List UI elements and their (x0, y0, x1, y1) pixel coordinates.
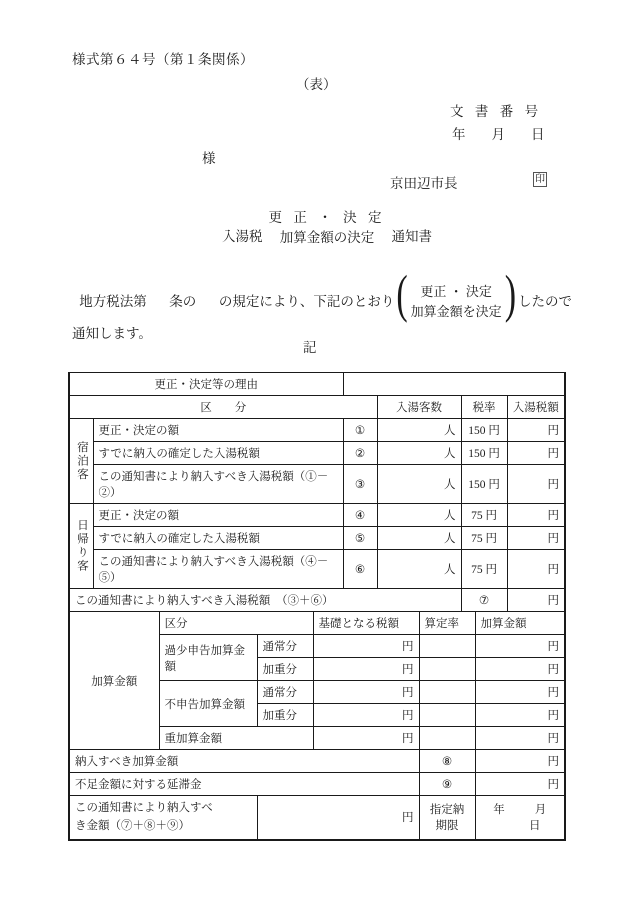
surcharge-table (68, 611, 566, 841)
surcharge-amount[interactable]: 円 (475, 658, 565, 681)
notice-title-option-bottom: 加算金額の決定 (279, 229, 375, 245)
surcharge-col-rate: 算定率 (419, 612, 475, 635)
surcharge-rate[interactable] (419, 681, 475, 704)
surcharge-type-under-report: 過少申告加算金額 (159, 635, 257, 681)
late-fee-number: ⑨ (419, 773, 475, 796)
document-number-label: 文 書 番 号 (450, 104, 543, 119)
issuer-name: 京田辺市長 (390, 176, 458, 191)
body-text-b: 条の (169, 293, 197, 309)
row-number: ⑥ (343, 550, 377, 589)
row-tax[interactable]: 円 (507, 527, 565, 550)
surcharge-base[interactable]: 円 (313, 727, 419, 750)
total-tax-label: この通知書により納入すべき入湯税額 （③＋⑥） (69, 589, 461, 612)
table-row (69, 419, 565, 442)
surcharge-amount[interactable]: 円 (475, 681, 565, 704)
surcharge-sub-normal: 通常分 (257, 681, 313, 704)
payable-surcharge-label: 納入すべき加算金額 (69, 750, 419, 773)
surcharge-col-base: 基礎となる税額 (313, 612, 419, 635)
body-option-bracket (395, 266, 517, 324)
payable-surcharge-number: ⑧ (419, 750, 475, 773)
surcharge-col-kubun: 区分 (159, 612, 313, 635)
document-date (452, 123, 545, 143)
body-line-1 (72, 266, 573, 324)
row-rate: 75 円 (461, 527, 507, 550)
row-number: ⑤ (343, 527, 377, 550)
row-tax[interactable]: 円 (507, 550, 565, 589)
row-number: ① (343, 419, 377, 442)
surcharge-rate[interactable] (419, 658, 475, 681)
surcharge-type-heavy: 重加算金額 (159, 727, 313, 750)
grand-total-row (69, 796, 565, 840)
due-date-label: 指定納期限 (419, 796, 475, 840)
reason-value[interactable] (343, 373, 565, 396)
notice-title-tail: 通知書 (391, 229, 432, 245)
late-fee-row (69, 773, 565, 796)
date-month: 月 (491, 127, 505, 142)
surcharge-rate[interactable] (419, 727, 475, 750)
date-year: 年 (452, 127, 466, 142)
grand-total-value[interactable]: 円 (257, 796, 419, 840)
surcharge-group-label: 加算金額 (69, 612, 159, 750)
surcharge-sub-heavy: 加重分 (257, 658, 313, 681)
surcharge-amount[interactable]: 円 (475, 635, 565, 658)
group-label-daytrip: 日帰り客 (69, 504, 93, 589)
body-text-c: の規定により、下記のとおり (218, 293, 395, 309)
body-option-bottom: 加算金額を決定 (410, 303, 502, 319)
row-label: すでに納入の確定した入湯税額 (93, 527, 343, 550)
body-option-stack (409, 282, 504, 321)
row-number: ③ (343, 465, 377, 504)
row-number: ② (343, 442, 377, 465)
grand-total-label-line1: この通知書により納入すべ (75, 802, 213, 815)
surcharge-header-row (69, 612, 565, 635)
form-id: 様式第６４号（第１条関係） (72, 52, 254, 67)
notice-title-lead: 入湯税 (222, 229, 263, 245)
late-fee-value[interactable]: 円 (475, 773, 565, 796)
right-paren-icon: ) (504, 266, 517, 324)
total-tax-row (69, 589, 565, 612)
left-paren-icon: ( (396, 266, 408, 324)
surcharge-sub-normal: 通常分 (257, 635, 313, 658)
row-label: 更正・決定の額 (93, 419, 343, 442)
notice-detail-table (68, 372, 566, 612)
surcharge-base[interactable]: 円 (313, 704, 419, 727)
surcharge-sub-heavy: 加重分 (257, 704, 313, 727)
row-label: 更正・決定の額 (93, 504, 343, 527)
row-guests[interactable]: 人 (377, 504, 461, 527)
table-row (69, 465, 565, 504)
notice-title-options (269, 208, 386, 247)
table-row (69, 527, 565, 550)
notice-title (222, 208, 432, 247)
payable-surcharge-row (69, 750, 565, 773)
total-tax-number: ⑦ (461, 589, 507, 612)
row-guests[interactable]: 人 (377, 527, 461, 550)
column-header-tax: 入湯税額 (507, 396, 565, 419)
row-tax[interactable]: 円 (507, 442, 565, 465)
surcharge-amount[interactable]: 円 (475, 704, 565, 727)
row-rate: 75 円 (461, 550, 507, 589)
row-rate: 150 円 (461, 465, 507, 504)
row-guests[interactable]: 人 (377, 465, 461, 504)
surcharge-col-amount: 加算金額 (475, 612, 565, 635)
total-tax-value[interactable]: 円 (507, 589, 565, 612)
payable-surcharge-value[interactable]: 円 (475, 750, 565, 773)
row-label: すでに納入の確定した入湯税額 (93, 442, 343, 465)
surcharge-type-no-report: 不申告加算金額 (159, 681, 257, 727)
reason-label: 更正・決定等の理由 (69, 373, 343, 396)
body-paragraph (72, 266, 573, 347)
surcharge-amount[interactable]: 円 (475, 727, 565, 750)
column-header-kubun: 区 分 (69, 396, 377, 419)
row-label: この通知書により納入すべき入湯税額（①－②） (93, 465, 343, 504)
surcharge-base[interactable]: 円 (313, 658, 419, 681)
reason-row (69, 373, 565, 396)
body-option-top: 更正 ・ 決定 (420, 284, 492, 299)
row-label: この通知書により納入すべき入湯税額（④－⑤） (93, 550, 343, 589)
due-date-value[interactable] (475, 796, 565, 840)
grand-total-label-line2: き金額（⑦＋⑧＋⑨） (75, 820, 190, 833)
table-row (69, 504, 565, 527)
notice-title-option-top: 更 正 ・ 決 定 (268, 210, 386, 225)
body-text-d: したので (518, 293, 573, 309)
row-number: ④ (343, 504, 377, 527)
addressee-suffix: 様 (202, 151, 216, 166)
row-rate: 75 円 (461, 504, 507, 527)
surcharge-base[interactable]: 円 (313, 635, 419, 658)
row-rate: 150 円 (461, 442, 507, 465)
due-day: 日 (529, 820, 541, 833)
row-tax[interactable]: 円 (507, 419, 565, 442)
row-rate: 150 円 (461, 419, 507, 442)
seal-stamp-icon: 印 (535, 174, 545, 185)
row-guests[interactable]: 人 (377, 419, 461, 442)
surcharge-base[interactable]: 円 (313, 681, 419, 704)
due-month: 月 (534, 804, 547, 817)
face-mark: （表） (296, 77, 337, 92)
late-fee-label: 不足金額に対する延滞金 (69, 773, 419, 796)
column-header-row (69, 396, 565, 419)
row-tax[interactable]: 円 (507, 504, 565, 527)
grand-total-label (69, 796, 257, 840)
body-line-2: 通知します。 (72, 326, 152, 341)
surcharge-rate[interactable] (419, 704, 475, 727)
body-text-a: 地方税法第 (79, 293, 147, 309)
row-tax[interactable]: 円 (507, 465, 565, 504)
surcharge-rate[interactable] (419, 635, 475, 658)
group-label-overnight: 宿泊客 (69, 419, 93, 504)
ki-mark: 記 (303, 340, 317, 355)
row-guests[interactable]: 人 (377, 550, 461, 589)
due-year: 年 (493, 804, 505, 817)
table-row (69, 550, 565, 589)
table-row (69, 442, 565, 465)
column-header-rate: 税率 (461, 396, 507, 419)
column-header-guests: 入湯客数 (377, 396, 461, 419)
row-guests[interactable]: 人 (377, 442, 461, 465)
date-day: 日 (531, 127, 545, 142)
